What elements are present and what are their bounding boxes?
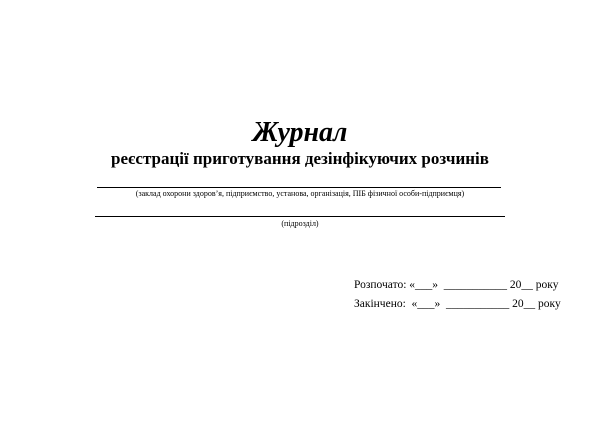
institution-caption: (заклад охорони здоров’я, підприємство, установа, організація, ПІБ фізичної особи-підприємця) <box>135 189 465 198</box>
department-underline <box>95 216 505 217</box>
page-title: Журнал <box>252 117 348 148</box>
institution-underline <box>97 187 501 188</box>
department-caption: (підрозділ) <box>281 219 319 228</box>
page-subtitle: реєстрації приготування дезінфікуючих розчинів <box>111 149 489 168</box>
ended-date-line: Закінчено: «___» ___________ 20__ року <box>354 298 561 310</box>
started-date-line: Розпочато: «___» ___________ 20__ року <box>354 279 559 291</box>
